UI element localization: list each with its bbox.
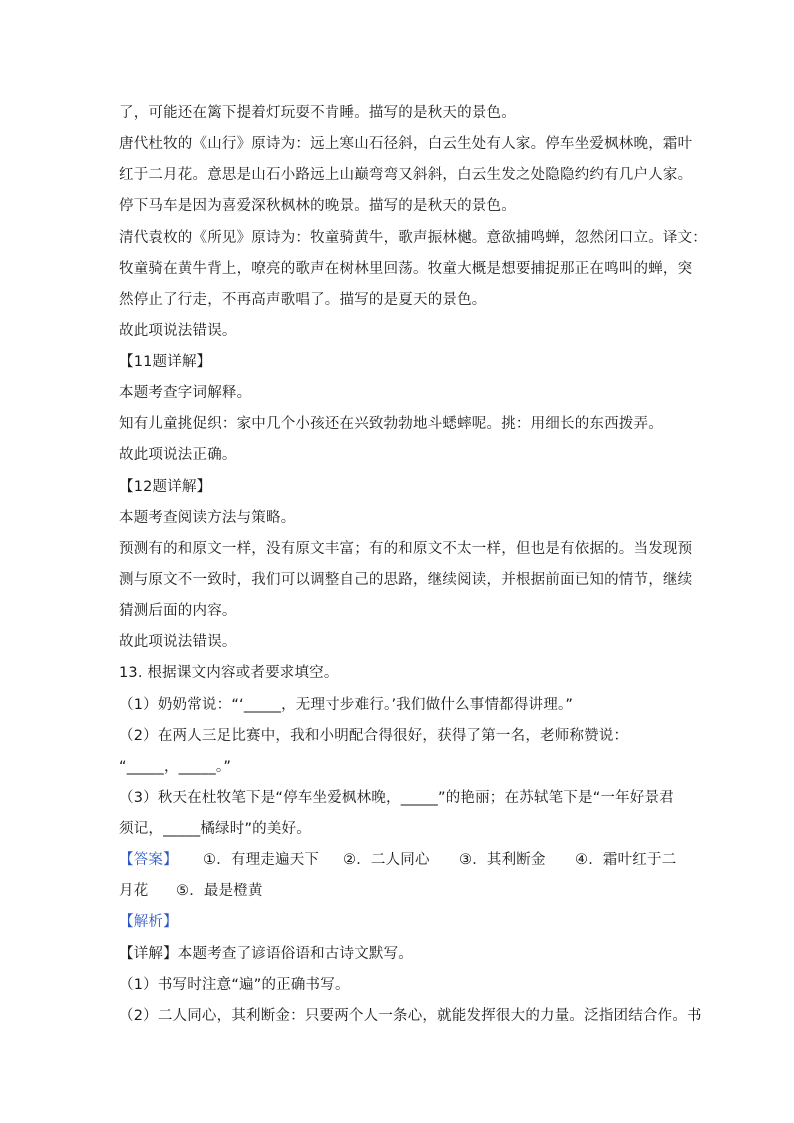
text-line: 【详解】本题考查了谚语俗语和古诗文默写。 <box>119 946 413 962</box>
text-line: 唐代杜牧的《山行》原诗为：远上寒山石径斜，白云生处有人家。停车坐爱枫林晚，霜叶 <box>119 136 693 152</box>
section-heading: 【12题详解】 <box>119 479 212 495</box>
analysis-label: 【解析】 <box>119 914 178 930</box>
text-line: 本题考查字词解释。 <box>119 385 252 401</box>
text-line: 预测有的和原文一样，没有原文丰富；有的和原文不太一样，但也是有依据的。当发现预 <box>119 541 693 557</box>
answer-row <box>119 881 263 901</box>
question-item: “_____，_____。” <box>119 759 232 775</box>
answer-item: 月花 <box>119 883 149 899</box>
text-line: 本题考查阅读方法与策略。 <box>119 510 296 526</box>
text-line: 了，可能还在篱下提着灯玩耍不肯睡。描写的是秋天的景色。 <box>119 105 516 121</box>
text-line: 停下马车是因为喜爱深秋枫林的晚景。描写的是秋天的景色。 <box>119 198 516 214</box>
answer-item: ③．其利断金 <box>459 852 546 868</box>
answer-item: ④．霜叶红于二 <box>575 852 677 868</box>
text-line: （1）书写时注意“遍”的正确书写。 <box>119 977 350 993</box>
text-line: 清代袁枚的《所见》原诗为：牧童骑黄牛，歌声振林樾。意欲捕鸣蝉，忽然闭口立。译文： <box>119 230 707 246</box>
question-item: 须记，_____橘绿时”的美好。 <box>119 821 311 837</box>
text-line: （2）二人同心，其利断金：只要两个人一条心，就能发挥很大的力量。泛指团结合作。书 <box>119 1008 702 1024</box>
answer-item: ②．二人同心 <box>343 852 430 868</box>
question-title: 13. 根据课文内容或者要求填空。 <box>119 665 339 681</box>
question-item: （3）秋天在杜牧笔下是“停车坐爱枫林晚，_____”的艳丽；在苏轼笔下是“一年好景君 <box>119 790 674 806</box>
text-line: 知有儿童挑促织：家中几个小孩还在兴致勃勃地斗蟋蟀呢。挑：用细长的东西拨弄。 <box>119 416 663 432</box>
text-line: 牧童骑在黄牛背上，嘹亮的歌声在树林里回荡。牧童大概是想要捕捉那正在鸣叫的蝉，突 <box>119 261 693 277</box>
answer-row <box>119 850 676 870</box>
question-item: （2）在两人三足比赛中，我和小明配合得很好，获得了第一名，老师称赞说： <box>119 728 629 744</box>
text-line: 然停止了行走，不再高声歌唱了。描写的是夏天的景色。 <box>119 292 487 308</box>
text-line: 猜测后面的内容。 <box>119 603 237 619</box>
answer-label: 【答案】 <box>119 852 178 868</box>
text-line: 测与原文不一致时，我们可以调整自己的思路，继续阅读，并根据前面已知的情节，继续 <box>119 572 693 588</box>
answer-item: ①．有理走遍天下 <box>203 852 320 868</box>
question-item: （1）奶奶常说：“‘_____，无理寸步难行。’我们做什么事情都得讲理。” <box>119 697 574 713</box>
text-line: 故此项说法错误。 <box>119 323 237 339</box>
answer-item: ⑤．最是橙黄 <box>176 883 263 899</box>
text-line: 故此项说法错误。 <box>119 634 237 650</box>
section-heading: 【11题详解】 <box>119 354 212 370</box>
text-line: 红于二月花。意思是山石小路远上山巅弯弯又斜斜，白云生发之处隐隐约约有几户人家。 <box>119 167 693 183</box>
text-line: 故此项说法正确。 <box>119 447 237 463</box>
